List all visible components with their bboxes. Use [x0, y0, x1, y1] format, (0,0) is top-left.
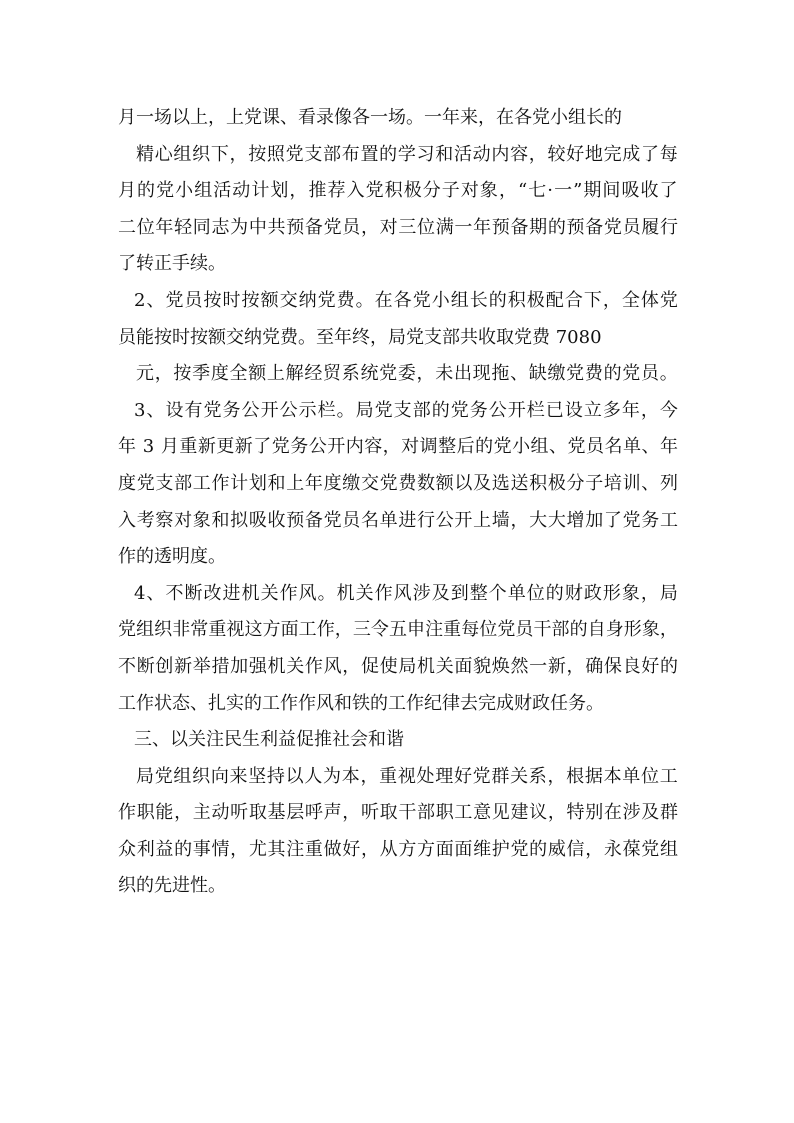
line-text: 众 利 益 的 事 情 ， 尤 其 注 重 做 好 ， 从 方 方 面 面 维 护 党 的 威 信 ， 永 葆 党 组: [118, 838, 678, 860]
text-line: [118, 429, 678, 466]
line-text: 三、以关注民生利益促推社会和谐: [134, 729, 404, 751]
line-text: 不 断 创 新 举 措 加 强 机 关 作 风 ， 促 使 局 机 关 面 貌 焕 然 一 新 ， 确 保 良 好 的: [118, 655, 678, 677]
line-text: 党 组 织 非 常 重 视 这 方 面 工 作 ， 三 令 五 申 注 重 每 位 党 员 干 部 的 自 身 形 象 ，: [118, 619, 678, 641]
line-text: 入 考 察 对 象 和 拟 吸 收 预 备 党 员 名 单 进 行 公 开 上 墙 ， 大 大 增 加 了 党 务 工: [118, 509, 678, 531]
text-line: [118, 649, 678, 686]
line-text: 二 位 年 轻 同 志 为 中 共 预 备 党 员 ， 对 三 位 满 一 年 预 备 期 的 预 备 党 员 履 行: [118, 216, 678, 238]
text-line: [118, 539, 678, 576]
line-text: 员能按时按额交纳党费。至年终，局党支部共收取党费 7080: [118, 326, 602, 348]
line-text: 织的先进性。: [118, 875, 226, 897]
line-text: 作的透明度。: [118, 546, 226, 568]
text-line: [118, 759, 678, 796]
text-line: [118, 503, 678, 540]
text-line: [118, 393, 678, 430]
text-line: [118, 246, 678, 283]
line-text: 作 职 能 ， 主 动 听 取 基 层 呼 声 ， 听 取 干 部 职 工 意 见 建 议 ， 特 别 在 涉 及 群: [118, 802, 678, 824]
line-text: 月一场以上，上党课、看录像各一场。一年来，在各党小组长的: [118, 107, 622, 128]
line-text: 3 、 设 有 党 务 公 开 公 示 栏 。 局 党 支 部 的 党 务 公 开 栏 已 设 立 多 年 ， 今: [134, 399, 678, 421]
line-text: 4 、 不 断 改 进 机 关 作 风 。 机 关 作 风 涉 及 到 整 个 单 位 的 财 政 形 象 ， 局: [134, 582, 678, 604]
line-text: 月 的 党 小 组 活 动 计 划 ， 推 荐 入 党 积 极 分 子 对 象 ， “ 七 · 一 ” 期 间 吸 收 了: [118, 180, 678, 202]
text-line: [118, 283, 678, 320]
line-text: 工作状态、扎实的工作作风和铁的工作纪律去完成财政任务。: [118, 692, 604, 714]
text-line: [118, 100, 678, 137]
text-line: [118, 576, 678, 613]
text-line: [118, 320, 678, 357]
text-line: [118, 466, 678, 503]
text-line: [118, 795, 678, 832]
line-text: 了转正手续。: [118, 253, 226, 275]
section-heading: [118, 722, 678, 759]
line-text: 精 心 组 织 下 ， 按 照 党 支 部 布 置 的 学 习 和 活 动 内 容 ， 较 好 地 完 成 了 每: [136, 143, 678, 165]
document-body: [118, 100, 678, 905]
line-text: 2 、 党 员 按 时 按 额 交 纳 党 费 。 在 各 党 小 组 长 的 积 极 配 合 下 ， 全 体 党: [134, 289, 678, 311]
line-text: 度 党 支 部 工 作 计 划 和 上 年 度 缴 交 党 费 数 额 以 及 选 送 积 极 分 子 培 训 、 列: [118, 472, 678, 494]
text-line: [118, 173, 678, 210]
line-text: 年 3 月 重 新 更 新 了 党 务 公 开 内 容 ， 对 调 整 后 的 党 小 组 、 党 员 名 单 、 年: [118, 436, 678, 458]
text-line: [118, 612, 678, 649]
line-text: 局 党 组 织 向 来 坚 持 以 人 为 本 ， 重 视 处 理 好 党 群 关 系 ， 根 据 本 单 位 工: [136, 765, 678, 787]
text-line: [118, 356, 678, 393]
text-line: [118, 686, 678, 723]
line-text: 元 ， 按 季 度 全 额 上 解 经 贸 系 统 党 委 ， 未 出 现 拖 、 缺 缴 党 费 的 党 员 。: [136, 363, 678, 385]
text-line: [118, 868, 678, 905]
text-line: [118, 210, 678, 247]
text-line: [118, 137, 678, 174]
text-line: [118, 832, 678, 869]
